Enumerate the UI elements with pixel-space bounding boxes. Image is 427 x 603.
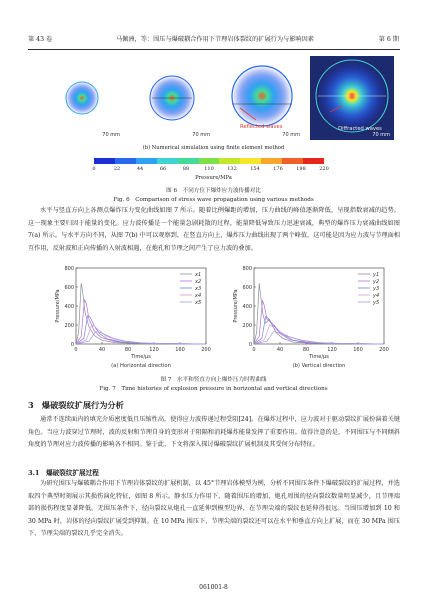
page-number: 061001-8 — [199, 584, 228, 591]
fig7-caption-cn: 图 7 水平和竖直方向上爆炸压力时程曲线 — [160, 377, 267, 383]
y-tick-label: 600 — [64, 284, 74, 291]
scale-label-4: 70 mm — [372, 132, 390, 138]
running-title: 马佩洲，等：围压与爆破耦合作用下节理岩体裂纹的扩展行为与影响因素 — [116, 36, 314, 43]
volume-label: 第 43 卷 — [28, 36, 53, 43]
y-tick-label: 600 — [242, 284, 252, 291]
x-tick-label: 40 — [276, 347, 284, 353]
colorbar-tick-label: 132 — [227, 166, 237, 172]
colorbar-segment — [115, 158, 136, 164]
y-tick-label: 800 — [242, 265, 252, 272]
x-tick-label: 0 — [252, 347, 256, 353]
chart-title: (a) Horizontal direction — [111, 363, 171, 369]
y-axis-label: Pressure/MPa — [55, 289, 61, 323]
scale-label-3: 70 mm — [282, 132, 300, 138]
x-tick-label: 160 — [353, 347, 363, 353]
legend-label-y2: y2 — [373, 278, 380, 285]
legend-label-y3: y3 — [373, 285, 380, 292]
series-line-x3 — [76, 316, 206, 345]
y-tick-label: 0 — [248, 341, 252, 348]
colorbar-segment — [136, 158, 157, 164]
colorbar-tick-label: 22 — [113, 166, 121, 172]
x-tick-label: 200 — [379, 347, 389, 353]
colorbar-segment — [282, 158, 303, 164]
scale-label-1: 70 mm — [102, 132, 120, 138]
fig6-panel-2 — [130, 56, 214, 140]
colorbar-tick-label: 154 — [250, 166, 260, 172]
colorbar-segment — [261, 158, 282, 164]
colorbar-tick-label: 198 — [296, 166, 306, 172]
scale-label-2: 70 mm — [192, 132, 210, 138]
legend-label-y4: y4 — [373, 292, 380, 299]
y-axis-label: Pressure/MPa — [233, 289, 239, 323]
colorbar-segment — [178, 158, 199, 164]
colorbar-tick-label: 44 — [136, 166, 144, 172]
x-axis-label: Time/μs — [131, 354, 151, 360]
series-line-x1 — [76, 283, 206, 344]
fig6-panel-1 — [40, 56, 124, 140]
colorbar-segment — [94, 158, 115, 164]
fig6-caption-en: Fig. 6 Comparison of stress wave propagation using various methods — [113, 197, 314, 203]
fig6-panel-4 — [310, 56, 394, 140]
reflected-waves-label: Reflected waves — [240, 124, 283, 130]
section-3-1-paragraph: 为研究围压与爆破耦合作用下节理岩体裂纹的扩展机制，以 45°节理岩体模型为例，分析不同围压条件下爆破裂纹的扩展过程，并选取四个典型时刻展示其损伤演化特征，如图 8 所示。静水压力作用下，随着围压的增加，炮孔周围的径向裂纹数量明显减少，且节理端部的损伤程度显著降低。无围压条件下，径向裂纹从炮孔一直延伸到模型边界，在节理尖端的裂纹也延伸得很远。当围压增加到 10 和 30 MPa 时，岩体的径向裂纹扩展受到抑制。在 10 MPa 围压下，节理尖端的裂纹还可以在水平和垂直方向上扩展，而在 30 MPa 围压下，节理尖端的裂纹几乎完全消失。 — [28, 480, 400, 538]
legend-label-x2: x2 — [195, 278, 202, 285]
y-tick-label: 200 — [242, 322, 252, 329]
fig7a-chart — [52, 262, 214, 374]
plot-frame — [76, 268, 206, 344]
colorbar-segment — [219, 158, 240, 164]
x-axis-label: Time/μs — [309, 354, 329, 360]
x-tick-label: 80 — [124, 347, 132, 353]
legend-label-y1: y1 — [373, 271, 380, 278]
plot-frame — [254, 268, 384, 344]
y-tick-label: 800 — [64, 265, 74, 272]
x-tick-label: 200 — [201, 347, 211, 353]
series-line-y2 — [254, 300, 384, 344]
section-3-paragraph: 通常不连续面内的填充介质密度低且压缩性高，使得应力波传递过程受阻[24]。在爆炸过程中，应力波对于驱动裂纹扩展扮演着关键角色。当应力波穿过节理时，波的反射和节理自身的变形对于阻隔和消耗爆炸能量发挥了重要作用。值得注意的是，不同围压与不同倾斜角度的节理对应力波传播的影响各不相同。鉴于此，下文将深入探讨爆破裂纹扩展机制及其受何分布特征。 — [28, 416, 400, 449]
fig6-panel-3 — [220, 56, 304, 140]
colorbar-tick-label: 88 — [182, 166, 190, 172]
section-3-1-heading: 3.1 爆破裂纹扩展过程 — [28, 469, 99, 477]
x-tick-label: 160 — [175, 347, 185, 353]
header-rule — [28, 49, 400, 50]
colorbar-tick-label: 0 — [92, 166, 96, 172]
colorbar-ticks — [92, 166, 329, 174]
fig7-caption-en: Fig. 7 Time histories of explosion pressure in horizontal and vertical directions — [99, 386, 328, 392]
y-tick-label: 0 — [70, 341, 74, 348]
colorbar-title: Pressure/MPa — [195, 175, 232, 181]
x-tick-label: 120 — [327, 347, 337, 353]
fig7b-chart — [230, 262, 392, 374]
legend-label-x3: x3 — [195, 285, 202, 292]
series-line-x2 — [76, 299, 206, 344]
series-line-y4 — [254, 325, 384, 344]
paragraph-fig7-intro: 水平与竖直方向上各测点爆炸压力变化曲线如图 7 所示。随着比例爆距的增加，压力曲线的峰值逐渐降低，呈现指数衰减的趋势。这一现象主要归因于能量的变化。应力波传播是一个能量急剧耗散的过程，能量降低导致压力迅速衰减，典型的爆炸压力衰减曲线如图 7(a) 所示。与水平方向不同，从图 7(b) 中可以观察到，在竖直方向上，爆炸压力曲线出现了两个峰值，这可能是因为应力波与节理面相互作用，反射波和正向传播的入射波相遇，在炮孔和节理之间产生了应力波的叠加。 — [28, 207, 400, 252]
legend-label-x1: x1 — [195, 271, 202, 278]
colorbar-tick-label: 110 — [204, 166, 214, 172]
x-tick-label: 0 — [74, 347, 78, 353]
series-line-y3 — [254, 317, 384, 345]
y-tick-label: 200 — [64, 322, 74, 329]
x-tick-label: 80 — [302, 347, 310, 353]
colorbar-segment — [240, 158, 261, 164]
fig6-panels — [40, 56, 394, 141]
colorbar-segment — [303, 158, 324, 164]
legend-label-y5: y5 — [373, 299, 380, 306]
y-tick-label: 400 — [64, 303, 74, 310]
legend-label-x5: x5 — [195, 299, 202, 306]
y-tick-label: 400 — [242, 303, 252, 310]
fig6-sub-caption: (b) Numerical simulation using finite element method — [142, 145, 285, 151]
colorbar-tick-label: 66 — [159, 166, 167, 172]
legend-label-x4: x4 — [195, 292, 202, 299]
x-tick-label: 40 — [98, 347, 106, 353]
issue-label: 第 6 期 — [378, 36, 399, 43]
colorbar-segment — [199, 158, 220, 164]
fig6-caption-cn: 图 6 不同方位下爆炸应力波传播对比 — [166, 188, 261, 194]
series-line-y1 — [254, 283, 384, 344]
colorbar-segment — [157, 158, 178, 164]
colorbar — [94, 158, 324, 164]
x-tick-label: 120 — [149, 347, 159, 353]
colorbar-tick-label: 176 — [273, 166, 283, 172]
diffracted-waves-label: Diffracted waves — [338, 126, 382, 132]
colorbar-tick-label: 220 — [319, 166, 329, 172]
section-3-heading: 3 爆破裂纹扩展行为分析 — [28, 400, 124, 410]
series-line-x5 — [76, 332, 206, 344]
chart-title: (b) Vertical direction — [292, 363, 346, 369]
